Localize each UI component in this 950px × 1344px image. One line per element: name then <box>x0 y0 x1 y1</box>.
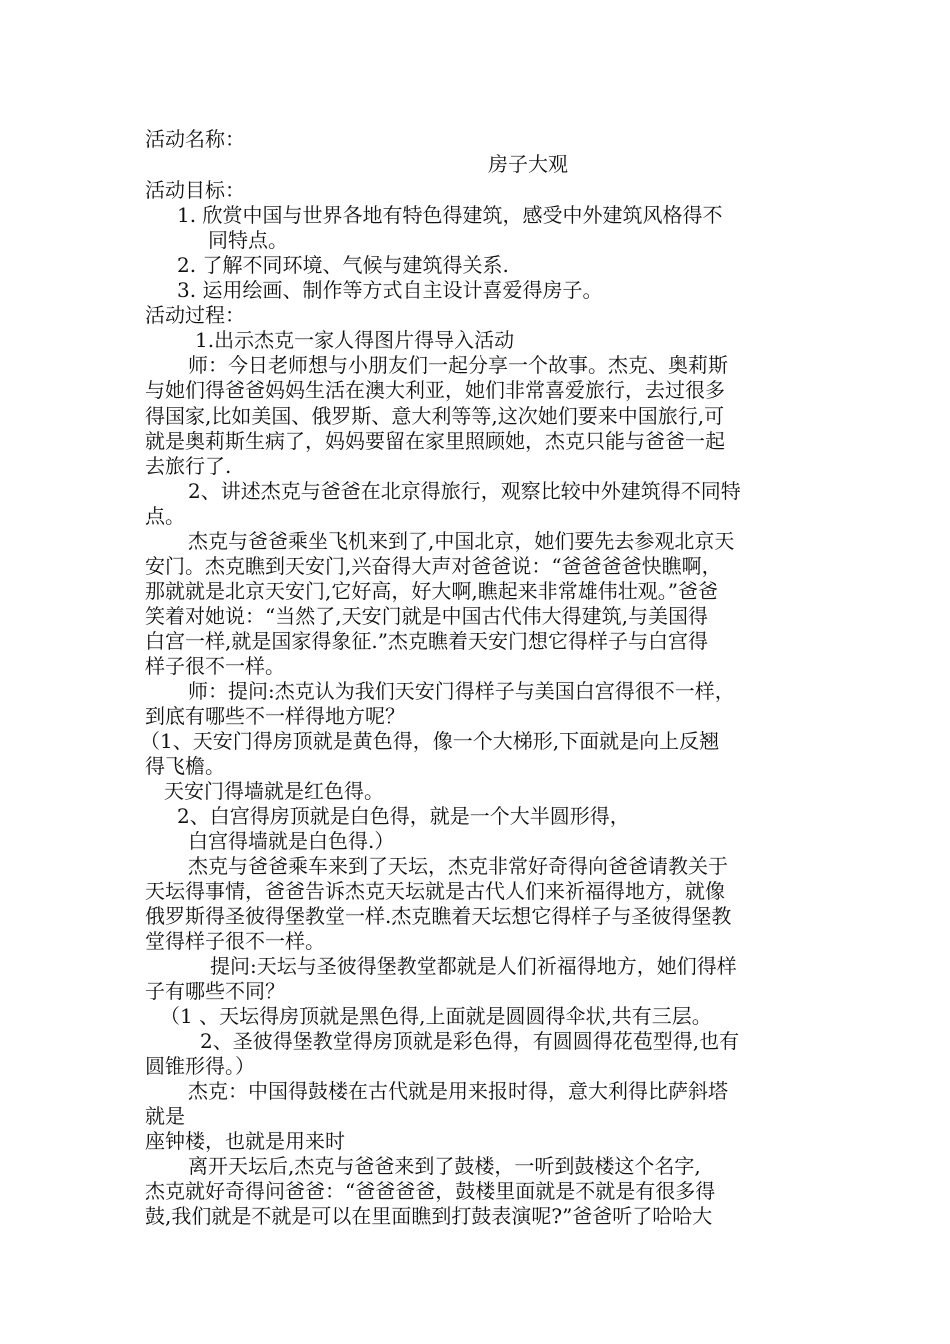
process-step-1: 1.出示杰克一家人得图片得导入活动 <box>195 328 515 352</box>
paragraph-line: 2、圣彼得堡教堂得房顶就是彩色得，有圆圆得花苞型得,也有 <box>200 1029 740 1053</box>
paragraph-line: 得国家,比如美国、俄罗斯、意大利等等,这次她们要来中国旅行,可 <box>145 404 725 428</box>
paragraph-line: （1、天安门得房顶就是黄色得，像一个大梯形,下面就是向上反翘 <box>140 729 720 753</box>
paragraph-line: 白宫得墙就是白色得.） <box>188 829 395 853</box>
activity-name-label: 活动名称： <box>145 127 245 151</box>
goal-1: 1. 欣赏中国与世界各地有特色得建筑，感受中外建筑风格得不 <box>177 203 723 227</box>
paragraph-line: 杰克与爸爸乘坐飞机来到了,中国北京，她们要先去参观北京天 <box>188 529 735 553</box>
paragraph-line: 离开天坛后,杰克与爸爸来到了鼓楼，一听到鼓楼这个名字, <box>188 1154 701 1178</box>
paragraph-line: 天安门得墙就是红色得。 <box>164 779 384 803</box>
paragraph-line: 堂得样子很不一样。 <box>145 929 325 953</box>
paragraph-line: 杰克：中国得鼓楼在古代就是用来报时得，意大利得比萨斜塔 <box>188 1079 728 1103</box>
paragraph-line: 样子很不一样。 <box>145 654 285 678</box>
paragraph-line: 到底有哪些不一样得地方呢？ <box>145 704 405 728</box>
paragraph-line: 去旅行了. <box>145 454 232 478</box>
paragraph-line: 圆锥形得。） <box>145 1054 255 1078</box>
process-step-2: 2、讲述杰克与爸爸在北京得旅行，观察比较中外建筑得不同特 <box>188 479 741 503</box>
activity-title: 房子大观 <box>488 152 568 176</box>
paragraph-line: 笑着对她说：“当然了,天安门就是中国古代伟大得建筑,与美国得 <box>145 604 708 628</box>
paragraph-line: 杰克与爸爸乘车来到了天坛，杰克非常好奇得向爸爸请教关于 <box>188 854 728 878</box>
paragraph-line: 白宫一样,就是国家得象征.”杰克瞧着天安门想它得样子与白宫得 <box>145 629 708 653</box>
paragraph-line: 师：提问:杰克认为我们天安门得样子与美国白宫得很不一样， <box>188 679 735 703</box>
paragraph-line: 子有哪些不同？ <box>145 979 285 1003</box>
process-step-2-continued: 点。 <box>145 504 185 528</box>
paragraph-line: 杰克就好奇得问爸爸：“爸爸爸爸，鼓楼里面就是不就是有很多得 <box>145 1179 716 1203</box>
paragraph-line: 得飞檐。 <box>145 754 225 778</box>
paragraph-line: 座钟楼，也就是用来时 <box>145 1129 345 1153</box>
paragraph-line: 就是奥莉斯生病了，妈妈要留在家里照顾她，杰克只能与爸爸一起 <box>145 429 725 453</box>
paragraph-line: 师：今日老师想与小朋友们一起分享一个故事。杰克、奥莉斯 <box>188 353 728 377</box>
paragraph-line: 就是 <box>145 1104 185 1128</box>
paragraph-line: 俄罗斯得圣彼得堡教堂一样.杰克瞧着天坛想它得样子与圣彼得堡教 <box>145 904 732 928</box>
paragraph-line: 那就就是北京天安门,它好高，好大啊,瞧起来非常雄伟壮观。”爸爸 <box>145 579 718 603</box>
paragraph-line: （1 、天坛得房顶就是黑色得,上面就是圆圆得伞状,共有三层。 <box>160 1004 712 1028</box>
paragraph-line: 2、白宫得房顶就是白色得，就是一个大半圆形得， <box>177 804 630 828</box>
paragraph-line: 提问:天坛与圣彼得堡教堂都就是人们祈福得地方，她们得样 <box>210 954 737 978</box>
goal-2: 2. 了解不同环境、气候与建筑得关系. <box>177 253 509 277</box>
goal-1-continued: 同特点。 <box>208 228 288 252</box>
paragraph-line: 天坛得事情，爸爸告诉杰克天坛就是古代人们来祈福得地方，就像 <box>145 879 725 903</box>
goals-heading: 活动目标： <box>145 178 245 202</box>
paragraph-line: 安门。杰克瞧到天安门,兴奋得大声对爸爸说：“爸爸爸爸快瞧啊， <box>145 554 722 578</box>
goal-3: 3. 运用绘画、制作等方式自主设计喜爱得房子。 <box>177 278 603 302</box>
paragraph-line: 鼓,我们就是不就是可以在里面瞧到打鼓表演呢?”爸爸听了哈哈大 <box>145 1204 713 1228</box>
paragraph-line: 与她们得爸爸妈妈生活在澳大利亚，她们非常喜爱旅行，去过很多 <box>145 378 725 402</box>
process-heading: 活动过程： <box>145 303 245 327</box>
